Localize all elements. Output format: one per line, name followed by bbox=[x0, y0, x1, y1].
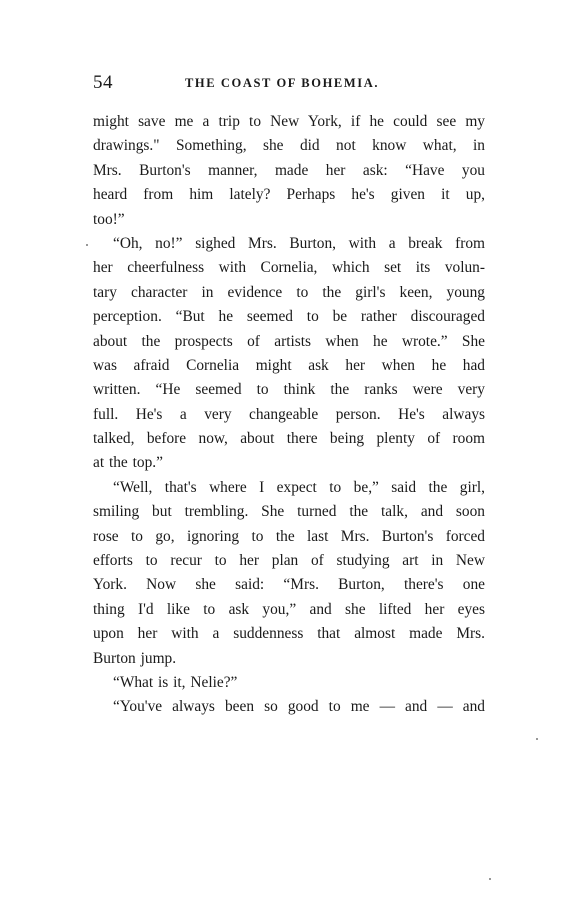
text-line: Burton jump. bbox=[93, 649, 177, 667]
print-speck bbox=[86, 244, 88, 246]
print-speck bbox=[489, 878, 491, 880]
running-head bbox=[93, 72, 485, 96]
text-line: her cheerfulness with Cornelia, which set its volun- bbox=[93, 259, 485, 277]
body-text bbox=[93, 110, 485, 720]
text-line: too!” bbox=[93, 210, 125, 228]
running-title: THE COAST OF BOHEMIA. bbox=[185, 76, 380, 90]
text-line: talked, before now, about there being plenty of room bbox=[93, 430, 485, 448]
text-line: rose to go, ignoring to the last Mrs. Burton's forced bbox=[93, 527, 485, 545]
text-line: upon her with a suddenness that almost made Mrs. bbox=[93, 625, 485, 643]
text-line: thing I'd like to ask you,” and she lifted her eyes bbox=[93, 600, 485, 618]
text-line: might save me a trip to New York, if he could see my bbox=[93, 113, 485, 130]
text-line: “You've always been so good to me — and — and bbox=[113, 698, 485, 716]
text-line: “Well, that's where I expect to be,” said the girl, bbox=[113, 478, 485, 496]
text-line: Mrs. Burton's manner, made her ask: “Have you bbox=[93, 161, 485, 179]
text-line: written. “He seemed to think the ranks were very bbox=[93, 381, 485, 399]
text-line: about the prospects of artists when he wrote.” She bbox=[93, 332, 485, 350]
text-line: full. He's a very changeable person. He's always bbox=[93, 405, 485, 423]
text-line: “What is it, Nelie?” bbox=[113, 673, 238, 691]
text-line: drawings." Something, she did not know what, in bbox=[93, 137, 485, 155]
text-line: tary character in evidence to the girl's keen, young bbox=[93, 283, 485, 301]
text-line: at the top.” bbox=[93, 454, 163, 472]
page-number: 54 bbox=[93, 72, 113, 93]
text-line: York. Now she said: “Mrs. Burton, there's one bbox=[93, 576, 485, 594]
text-line: smiling but trembling. She turned the talk, and soon bbox=[93, 503, 485, 521]
text-line: heard from him lately? Perhaps he's given it up, bbox=[93, 186, 485, 204]
text-line: “Oh, no!” sighed Mrs. Burton, with a break from bbox=[113, 234, 485, 252]
text-line: efforts to recur to her plan of studying art in New bbox=[93, 552, 485, 570]
text-line: was afraid Cornelia might ask her when he had bbox=[93, 356, 485, 374]
text-line: perception. “But he seemed to be rather discouraged bbox=[93, 308, 485, 326]
print-speck bbox=[536, 738, 538, 740]
